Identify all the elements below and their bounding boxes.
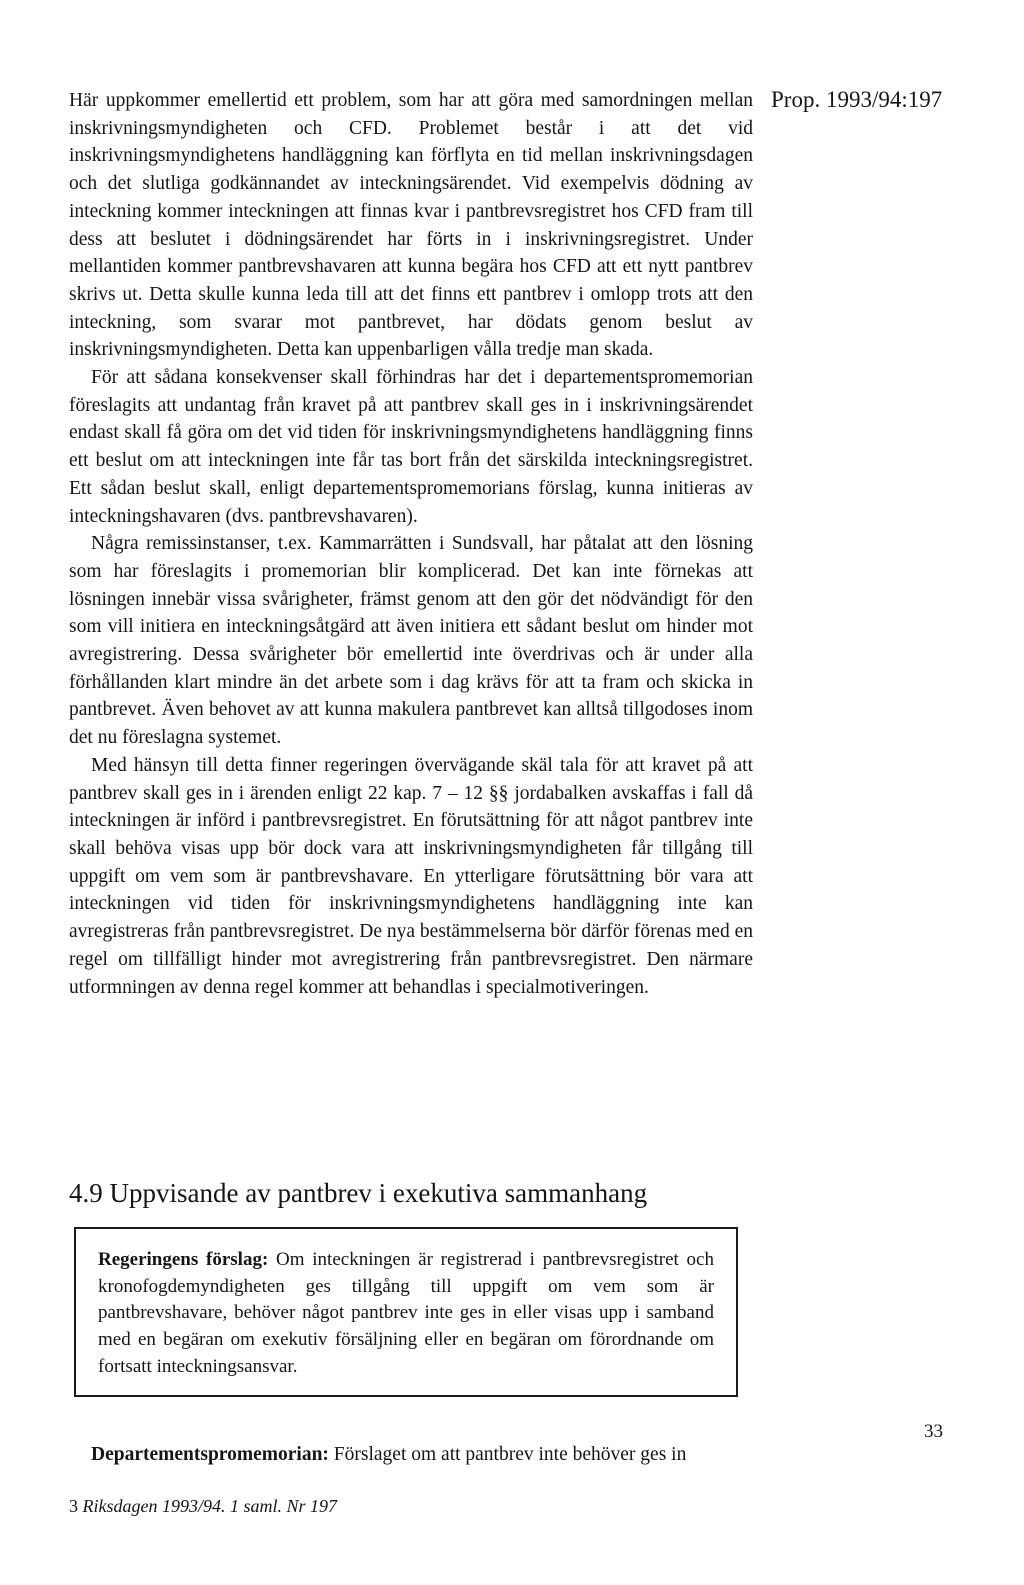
body-text bbox=[69, 87, 753, 1001]
paragraph-1: Här uppkommer emellertid ett problem, som har att göra med samordningen mellan inskrivningsmyndigheten och CFD. Problemet består i att det vid inskrivningsmyndighetens handläggning kan förflyta en tid mellan inskrivningsdagen och det slutliga godkännandet av inteckningsärendet. Vid exempelvis dödning av inteckning kommer inteckningen att finnas kvar i pantbrevsregistret hos CFD fram till dess att beslutet i dödningsärendet har förts in i inskrivningsregistret. Under mellantiden kommer pantbrevshavaren att kunna begära hos CFD att ett nytt pantbrev skrivs ut. Detta skulle kunna leda till att det finns ett pantbrev i omlopp trots att den inteckning, som svarar mot pantbrevet, har dödats genom beslut av inskrivningsmyndigheten. Detta kan uppenbarligen vålla tredje man skada. bbox=[69, 90, 753, 361]
memorandum-label: Departementspromemorian: bbox=[91, 1444, 329, 1465]
section-heading: 4.9 Uppvisande av pantbrev i exekutiva sammanhang bbox=[69, 1178, 648, 1208]
footer-publication: Riksdagen 1993/94. 1 saml. Nr 197 bbox=[82, 1496, 337, 1516]
proposition-reference: Prop. 1993/94:197 bbox=[771, 87, 943, 112]
proposal-body: Om inteckningen är registrerad i pantbrevsregistret och kronofogdemyndigheten ges tillgång till uppgift om vem som är pantbrevshavare, behöver något pantbrev inte ges in eller visas upp i samband med en begäran om exekutiv försäljning eller en begäran om förordnande om fortsatt inteckningsansvar. bbox=[98, 1249, 714, 1377]
footer bbox=[69, 1494, 337, 1518]
government-proposal-box bbox=[74, 1227, 738, 1397]
proposal-label: Regeringens förslag: bbox=[98, 1249, 269, 1270]
proposal-text bbox=[98, 1247, 714, 1381]
memorandum-text: Förslaget om att pantbrev inte behöver ges in bbox=[328, 1444, 687, 1465]
footer-prefix: 3 bbox=[69, 1496, 83, 1516]
paragraph-3: Några remissinstanser, t.ex. Kammarrätten i Sundsvall, har påtalat att den lösning som har föreslagits i promemorian blir komplicerad. Det kan inte förnekas att lösningen innebär vissa svårigheter, främst genom att den gör det nödvändigt för den som vill initiera en inteckningsåtgärd att även initiera ett sådant beslut om hinder mot avregistrering. Dessa svårigheter bör emellertid inte överdrivas och är under alla förhållanden klart mindre än det arbete som i dag krävs för att ta fram och skicka in pantbrevet. Även behovet av att kunna makulera pantbrevet kan alltså tillgodoses inom det nu föreslagna systemet. bbox=[69, 533, 753, 749]
paragraph-2: För att sådana konsekvenser skall förhindras har det i departementspromemorian föreslagits att undantag från kravet på att pantbrev skall ges in i inskrivningsärendet endast skall få göra om det vid tiden för inskrivningsmyndighetens handläggning finns ett beslut om att inteckningen inte får tas bort från det särskilda inteckningsregistret. Ett sådan beslut skall, enligt departementspromemorians förslag, kunna initieras av inteckningshavaren (dvs. pantbrevshavaren). bbox=[69, 367, 753, 527]
page-number: 33 bbox=[924, 1421, 943, 1442]
paragraph-4: Med hänsyn till detta finner regeringen övervägande skäl tala för att kravet på att pantbrev skall ges in i ärenden enligt 22 kap. 7 – 12 §§ jordabalken avskaffas i fall då inteckningen är införd i pantbrevsregistret. En förutsättning för att något pantbrev inte skall behöva visas upp bör dock vara att inskrivningsmyndigheten får tillgång till uppgift om vem som är pantbrevshavare. En ytterligare förutsättning bör vara att inteckningen vid tiden för inskrivningsmyndighetens handläggning inte kan avregistreras från pantbrevsregistret. De nya bestämmelserna bör därför förenas med en regel om tillfälligt hinder mot avregistrering från pantbrevsregistret. Den närmare utformningen av denna regel kommer att behandlas i specialmotiveringen. bbox=[69, 754, 753, 998]
memorandum-line bbox=[91, 1442, 751, 1468]
